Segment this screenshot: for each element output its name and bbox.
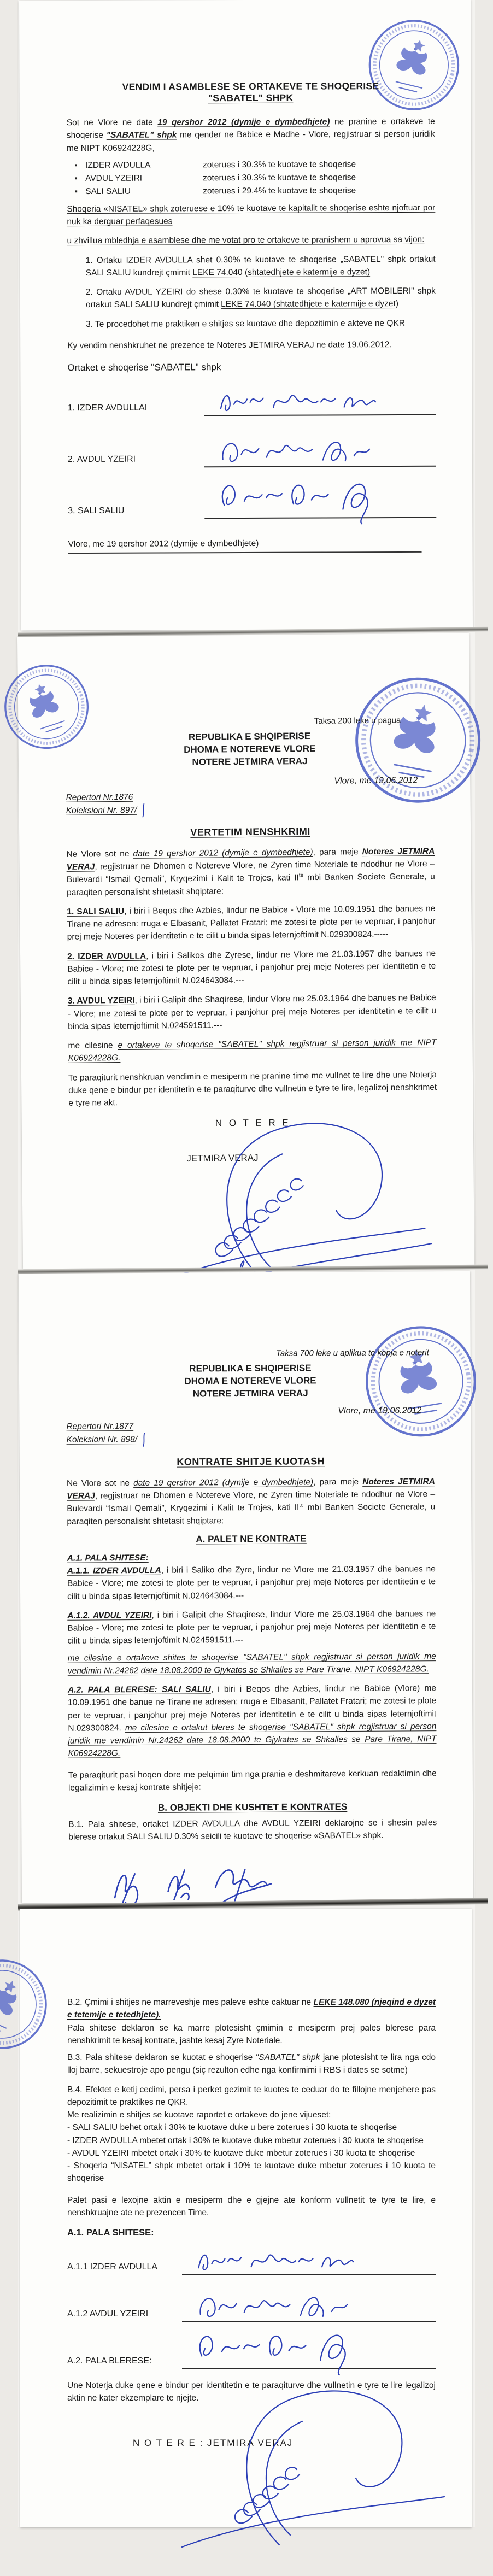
koleksioni-number bbox=[67, 1430, 435, 1448]
koleksioni-text: Koleksioni Nr. 897/ bbox=[66, 805, 137, 815]
shareholder-row bbox=[67, 171, 435, 185]
company-emphasis: "SABATEL" shpk bbox=[106, 130, 177, 140]
place-date: Vlore, me 19.06.2012 bbox=[334, 776, 418, 786]
signature-row-izder bbox=[67, 382, 436, 416]
signature-row-izder bbox=[67, 2243, 436, 2275]
document-title bbox=[67, 1455, 435, 1469]
header-chamber: DHOMA E NOTEREVE VLORE bbox=[184, 743, 316, 755]
buyer-paragraph bbox=[68, 1682, 437, 1760]
header-notary: NOTERE JETMIRA VERAJ bbox=[192, 755, 308, 767]
header-notary: NOTERE JETMIRA VERAJ bbox=[192, 1388, 308, 1399]
buyer-heading: A.2. PALA BLERESE: bbox=[67, 1685, 162, 1695]
intro-segment: , regjistruar ne Dhomen e Notereve Vlore, ne Zyren time Noteriale te ndodhur ne Vlore – Bulevardi “Ismail Qemali”, Kryqezimi i Kalit te Trojes, kati II bbox=[67, 1489, 436, 1514]
intro-segment: mbi Banken Societe Generale, u paraqiten personalisht shtetasit shqiptare: bbox=[67, 1502, 436, 1527]
notary-legalization-paragraph: Une Noterja duke qene e bindur per identitetin e te paraqiturve dhe vullnetin e tyre te lire legalizoj aktin ne kater ekzemplare te njejte. bbox=[67, 2381, 436, 2403]
nisatel-text: Shoqeria «NISATEL» shpk zoteruese e 10% te kuotave te kapitalit te shoqerise eshte njoftuar por nuk ka derguar perfaqesues bbox=[67, 203, 436, 227]
seller-2-paragraph bbox=[67, 1607, 436, 1647]
repertori-text: Repertori Nr.1876 bbox=[66, 792, 133, 802]
intro-segment: me qender ne Babice e Madhe - Vlore, regjistruar si person juridik me NIPT K06924228G, bbox=[66, 130, 435, 153]
person-paragraph-2 bbox=[67, 947, 436, 989]
capacity-emphasis: me cilesine e ortakeve shites te shoqerise "SABATEL" shpk regjistruar si person juridik me vendimin Nr.24262 date 18.08.2000 te Gjykates se Shkalles se Pare Tirane, NIPT K06924228G. bbox=[67, 1651, 436, 1676]
header-chamber: DHOMA E NOTEREVE VLORE bbox=[184, 1375, 316, 1387]
clause-lead: B.3. Pala shitese deklaron se kuotat e shoqerise bbox=[67, 2053, 256, 2062]
signature-line bbox=[204, 433, 436, 467]
koleksioni-number bbox=[66, 800, 435, 819]
shareholder-bullet-list bbox=[67, 158, 435, 198]
notary-intro-paragraph bbox=[66, 845, 435, 899]
item-text: 2. Ortaku AVDUL YZEIRI do shese 0.30% te kuotave te shoqerise „ART MOBILERI" shpk ortakut SALI SALIU kundrejt çmimit bbox=[85, 286, 436, 310]
assembly-text: u zhvillua mbledhja e asamblese dhe me votat pro te ortakeve te pranishem u aprovua sa vijon: bbox=[67, 235, 425, 246]
place-date-footer: Vlore, me 19 qershor 2012 (dymije e dymbedhjete) bbox=[68, 536, 421, 554]
handwritten-digit-1 bbox=[140, 802, 146, 818]
signer-label: A.1.1 IZDER AVDULLA bbox=[67, 2262, 158, 2272]
clause-text: jane plotesisht te lira nga cdo lloj barre, sekuestroje apo pengu (siç rezulton edhe nga konfirmimi i RBS i dates se sotme) bbox=[67, 2053, 436, 2075]
person-details: , i biri i Salikos dhe Zyrese, lindur ne Vlore me 21.03.1957 dhe banues ne Babice - Vlore; me zotesi te plote per te vepruar, i panjohur prej meje Noteres per identitetin e te cilit u binda sipas leternjoftimit N.024643084.--- bbox=[67, 948, 436, 987]
signature-sali-saliu bbox=[208, 472, 404, 525]
signer-label: A.2. PALA BLERESE: bbox=[67, 2356, 152, 2366]
clause-lead: B.2. Çmimi i shitjes ne marreveshje mes paleve eshte caktuar ne bbox=[67, 1998, 314, 2007]
signature-avdul-yzeiri bbox=[185, 2285, 371, 2329]
page-4-kontrate-vazhdim bbox=[20, 1909, 472, 2527]
shareholder-share: zoterues i 30.3% te kuotave te shoqerise bbox=[203, 173, 356, 183]
capacity-paragraph bbox=[68, 1036, 436, 1065]
notary-presence-paragraph: Ky vendim nenshkruhet ne prezence te Noteres JETMIRA VERAJ ne date 19.06.2012. bbox=[67, 339, 392, 350]
intro-segment: ne pranine e ortakeve te shoqerise bbox=[66, 116, 435, 140]
signature-line bbox=[204, 485, 436, 518]
header-republic: REPUBLIKA E SHQIPERISE bbox=[189, 1363, 312, 1374]
seller-1-paragraph bbox=[67, 1563, 436, 1603]
bullet-icon: ▪ bbox=[74, 186, 78, 196]
decision-item-1 bbox=[67, 253, 436, 279]
intro-segment: , para meje bbox=[313, 1477, 363, 1487]
clause-b3-paragraph bbox=[67, 2051, 436, 2077]
notere-line: N O T E R E : JETMIRA VERAJ bbox=[133, 2437, 294, 2448]
company-name: "SABATEL" SHPK bbox=[208, 92, 294, 104]
shareholder-share: zoterues i 29.4% te kuotave te shoqerise bbox=[203, 186, 356, 196]
item-text: 1. Ortaku IZDER AVDULLA shet 0.30% te kuotave te shoqerise „SABATEL" shpk ortakut SALI SALIU kundrejt çmimit bbox=[85, 254, 436, 278]
koleksioni-text: Koleksioni Nr. 898/ bbox=[66, 1434, 138, 1445]
document-title bbox=[66, 825, 435, 840]
notary-flourish-signature bbox=[128, 1094, 436, 1294]
decision-title-line2 bbox=[67, 92, 435, 104]
decision-item-3: 3. Te procedohet me praktiken e shitjes se kuotave dhe depozitimin e akteve ne QKR bbox=[86, 318, 405, 329]
buyer-name: SALI SALIU bbox=[161, 1685, 211, 1695]
capacity-emphasis: me cilesine e ortakut bleres te shoqerise "SABATEL" shpk regjistruar si person juridik me vendimin Nr.24262 date 18.08.2000 te Gjykates se Shkalles se Pare Tirane, NIPT K06924228G. bbox=[68, 1722, 437, 1759]
price-emphasis: LEKE 74.040 (shtatedhjete e katermije e dyzet) bbox=[221, 299, 399, 309]
signer-label: 1. IZDER AVDULLAI bbox=[67, 403, 148, 413]
buyer-details: , i biri i Beqos dhe Azbies, lindur ne Babice (Vlore) me 10.09.1951 dhe banue ne Tirane ne adresen: rruga e Elbasanit, Pallatet Fratari; me zotesi te plote per te vepruar, i panjohur prej meje Noteres per identitetin e te cilit u binda sipas leternjoftimit N.029300824. bbox=[68, 1683, 437, 1733]
decision-intro-paragraph bbox=[67, 115, 435, 155]
page-1-vendim bbox=[19, 0, 473, 630]
assembly-paragraph bbox=[67, 233, 435, 248]
person-details: , i biri i Saliko dhe Zyre, lindur ne Vlore me 21.03.1957 dhe banues ne Babice - Vlore; me zotesi te plote per te vepruar, i panjohur prej meje Noteres per identitetin e te cilit u binda sipas leternjoftimit N.024643084.--- bbox=[67, 1564, 436, 1601]
allocation-line: - Shoqeria “NISATEL” shpk mbetet ortak i 10% te kuotave duke mbetur zoterues i 10 kuota te shoqerise bbox=[67, 2161, 436, 2184]
person-paragraph-3 bbox=[68, 991, 437, 1033]
date-emphasis: date 19 qershor 2012 (dymije e dymbedhjete) bbox=[133, 847, 313, 859]
capacity-lead: me cilesine bbox=[68, 1041, 118, 1051]
ordinal-sup: te bbox=[298, 872, 304, 879]
clause-b1-paragraph: B.1. Pala shitese, ortaket IZDER AVDULLA dhe AVDUL YZEIRI deklarojne se i shesin pales blerese ortakut SALI SALIU 0.30% seicili te kuotave te shoqerise «SABATEL» shpk. bbox=[68, 1818, 437, 1842]
partners-caption: Ortaket e shoqerise "SABATEL" shpk bbox=[67, 362, 221, 373]
section-text: A. PALET NE KONTRATE bbox=[196, 1533, 307, 1545]
signature-row-avdul bbox=[68, 433, 436, 467]
bullet-icon: ▪ bbox=[74, 173, 78, 183]
repertori-text: Repertori Nr.1877 bbox=[66, 1421, 134, 1431]
person-name: 1. SALI SALIU bbox=[67, 906, 125, 917]
parties-sign-paragraph: Palet pasi e lexojne aktin e mesiperm dhe e gjejne ate konform vullnetit te tyre te lire, e nenshkruajne ate ne prezencen Time. bbox=[67, 2195, 436, 2217]
decision-title-line1: VENDIM I ASAMBLESE SE ORTAKEVE TE SHOQERISE bbox=[122, 80, 379, 92]
notary-name-emphasis: Noteres JETMIRA VERAJ bbox=[66, 846, 435, 872]
clause-b4b-paragraph: Me realizimin e shitjes se kuotave raportet e ortakeve do jene vijueset: bbox=[67, 2110, 331, 2120]
signature-line bbox=[182, 2290, 436, 2322]
page-2-vertetim bbox=[17, 633, 474, 1269]
person-name: 3. AVDUL YZEIRI bbox=[67, 996, 135, 1006]
person-details: , i biri i Galipit dhe Shaqirese, lindur Vlore me 25.03.1964 dhe banues ne Babice - Vlore; me zotesi te plote per te vepruar, i panjohur prej meje Noteres per identitetin e te cilit u binda sipas leternjoftimit N.024591511.--- bbox=[67, 993, 437, 1031]
signature-row-sali bbox=[68, 485, 436, 519]
allocation-line: - SALI SALIU behet ortak i 30% te kuotave duke u bere zoterues i 30 kuota te shoqerise bbox=[67, 2123, 397, 2133]
shareholder-row bbox=[67, 184, 435, 198]
shareholder-row bbox=[67, 158, 435, 172]
seller-capacity-paragraph bbox=[68, 1650, 436, 1677]
intro-segment: Ne Vlore sot ne bbox=[66, 1478, 134, 1488]
signer-label: 2. AVDUL YZEIRI bbox=[67, 454, 136, 464]
notary-closing-block bbox=[67, 2379, 436, 2449]
header-republic: REPUBLIKA E SHQIPERISE bbox=[188, 730, 311, 742]
intro-segment: , para meje bbox=[313, 847, 362, 857]
date-emphasis: date 19 qershor 2012 (dymije e dymbedhjete) bbox=[133, 1477, 314, 1488]
seller-party-heading bbox=[67, 1550, 436, 1565]
page-3-kontrate bbox=[19, 1271, 473, 1903]
section-b-heading bbox=[68, 1801, 437, 1814]
signature-row-avdul bbox=[67, 2290, 436, 2322]
intro-segment: Ne Vlore sot ne bbox=[66, 849, 133, 859]
notary-flourish-signature bbox=[149, 2346, 455, 2576]
price-emphasis: LEKE 148.080 (njeqind e dyzet e tetemije e tetedhjete). bbox=[67, 1998, 436, 2020]
section-text: B. OBJEKTI DHE KUSHTET E KONTRATES bbox=[157, 1802, 348, 1814]
company-emphasis: "SABATEL" shpk bbox=[255, 2053, 320, 2062]
person-details: , i biri i Galipit dhe Shaqirese, lindur Vlore me 25.03.1964 dhe banues ne Babice - Vlore; me zotesi te plote per te vepruar, i panjohur prej meje Noteres per identitetin e te cilit u binda sipas leternjoftimit N.024591511.--- bbox=[67, 1609, 436, 1646]
clause-b2-payment-paragraph: Pala shitese deklaron se ka marre plotesisht çmimin e mesiperm prej pales blerese para nenshkrimit te kesaj kontrate, jashte kesaj Zyre Noteriale. bbox=[67, 2023, 436, 2045]
shareholder-name: SALI SALIU bbox=[85, 186, 131, 196]
section-a-heading bbox=[67, 1533, 435, 1546]
decision-item-2 bbox=[67, 285, 436, 312]
person-name: 2. IZDER AVDULLA bbox=[67, 951, 146, 961]
nisatel-paragraph bbox=[67, 202, 435, 228]
intro-segment: , regjistruar ne Dhomen e Notereve Vlore, ne Zyren time Noteriale te ndodhur ne Vlore – Bulevardi “Ismail Qemali”, Kryqezimi i Kalit te Trojes, kati II bbox=[66, 859, 435, 885]
notere-name: JETMIRA VERAJ bbox=[186, 1153, 259, 1164]
signature-izder-avdulla bbox=[185, 2241, 366, 2282]
notere-label: N O T E R E bbox=[215, 1117, 291, 1129]
shareholder-name: AVDUL YZEIRI bbox=[85, 173, 143, 183]
shareholder-share: zoterues i 30.3% te kuotave te shoqerise bbox=[203, 160, 356, 170]
date-emphasis: 19 qershor 2012 (dymije e dymbedhjete) bbox=[157, 117, 330, 127]
notary-name-emphasis: Noteres JETMIRA VERAJ bbox=[67, 1476, 436, 1501]
seller-party-heading: A.1. PALA SHITESE: bbox=[67, 2228, 154, 2238]
clause-b2-paragraph bbox=[67, 1996, 436, 2022]
price-emphasis: LEKE 74.040 (shtatedhjete e katermije e dyzet) bbox=[192, 267, 371, 278]
heading-text: A.1. PALA SHITESE: bbox=[67, 1553, 149, 1563]
tax-note-top: Taksa 700 leke u aplikua te kopja e noterit bbox=[276, 1348, 429, 1358]
person-name: A.1.1. IZDER AVDULLA bbox=[67, 1566, 161, 1576]
signature-line bbox=[204, 382, 436, 415]
intro-segment: mbi Banken Societe Generale, u paraqiten personalisht shtetasit shqiptare: bbox=[66, 872, 435, 897]
clause-b4-paragraph: B.4. Efektet e ketij cedimi, persa i perket gezimit te kuotes te ceduar do te fillojne menjehere pas depozitimit te praktikes ne QKR. bbox=[67, 2085, 436, 2107]
title-text: VERTETIM NENSHKRIMI bbox=[190, 825, 310, 838]
signer-label: A.1.2 AVDUL YZEIRI bbox=[67, 2309, 149, 2319]
shareholder-name: IZDER AVDULLA bbox=[85, 160, 151, 170]
witnesses-paragraph: Te paraqiturit pasi hoqen dore me pelqimin tim nga prania e deshmitareve kerkuan redaktimin dhe legalizimin e kesaj kontrate shitjeje: bbox=[68, 1768, 437, 1793]
person-name: A.1.2. AVDUL YZEIRI bbox=[67, 1610, 152, 1621]
legalization-paragraph: Te paraqiturit nenshkruan vendimin e mesiperm ne pranine time me vullnet te lire dhe une Noterja duke qene e bindur per identitetin e te paraqiturve dhe vullnetin e tyre te lire, legalizoj nenshkrimet e tyre ne akt. bbox=[68, 1070, 437, 1108]
allocation-line: - AVDUL YZEIRI mbetet ortak i 30% te kuotave duke mbetur zoterues i 30 kuota te shoqerise bbox=[67, 2148, 415, 2158]
handwritten-digit-1 bbox=[140, 1431, 147, 1448]
signer-label: 3. SALI SALIU bbox=[68, 506, 125, 515]
intro-segment: Sot ne Vlore ne date bbox=[66, 118, 158, 128]
signature-line bbox=[182, 2243, 436, 2275]
title-text: KONTRATE SHITJE KUOTASH bbox=[177, 1456, 325, 1468]
signature-avdul-yzeiri bbox=[208, 430, 394, 474]
tax-note-top: Taksa 200 leke u pagua bbox=[314, 715, 401, 726]
notary-intro-paragraph bbox=[67, 1475, 435, 1528]
capacity-emphasis: e ortakeve te shoqerise "SABATEL" shpk regjistruar si person juridik me NIPT K06924228G. bbox=[68, 1038, 437, 1064]
allocation-line: - IZDER AVDULLA mbetet ortak i 30% te kuotave duke mbetur zoterues i 30 kuota te shoqerise bbox=[67, 2135, 424, 2145]
person-details: , i biri i Beqos dhe Azbies, lindur ne Babice - Vlore me 10.09.1951 dhe banues ne Tirane ne adresen: rruga e Elbasanit, Pallatet Fratari; me zotesi te plote per te vepruar, i panjohur prej meje Noteres per identitetin e te cilit u binda sipas leternjoftimit N.029300824.----- bbox=[67, 903, 436, 942]
ordinal-sup: te bbox=[299, 1502, 304, 1509]
person-paragraph-1 bbox=[67, 902, 436, 944]
scanned-document-collage bbox=[18, 0, 475, 2527]
bullet-icon: ▪ bbox=[74, 160, 78, 170]
place-date: Vlore, me 19.06.2012 bbox=[338, 1406, 422, 1416]
signature-izder-avdulla bbox=[207, 382, 388, 423]
